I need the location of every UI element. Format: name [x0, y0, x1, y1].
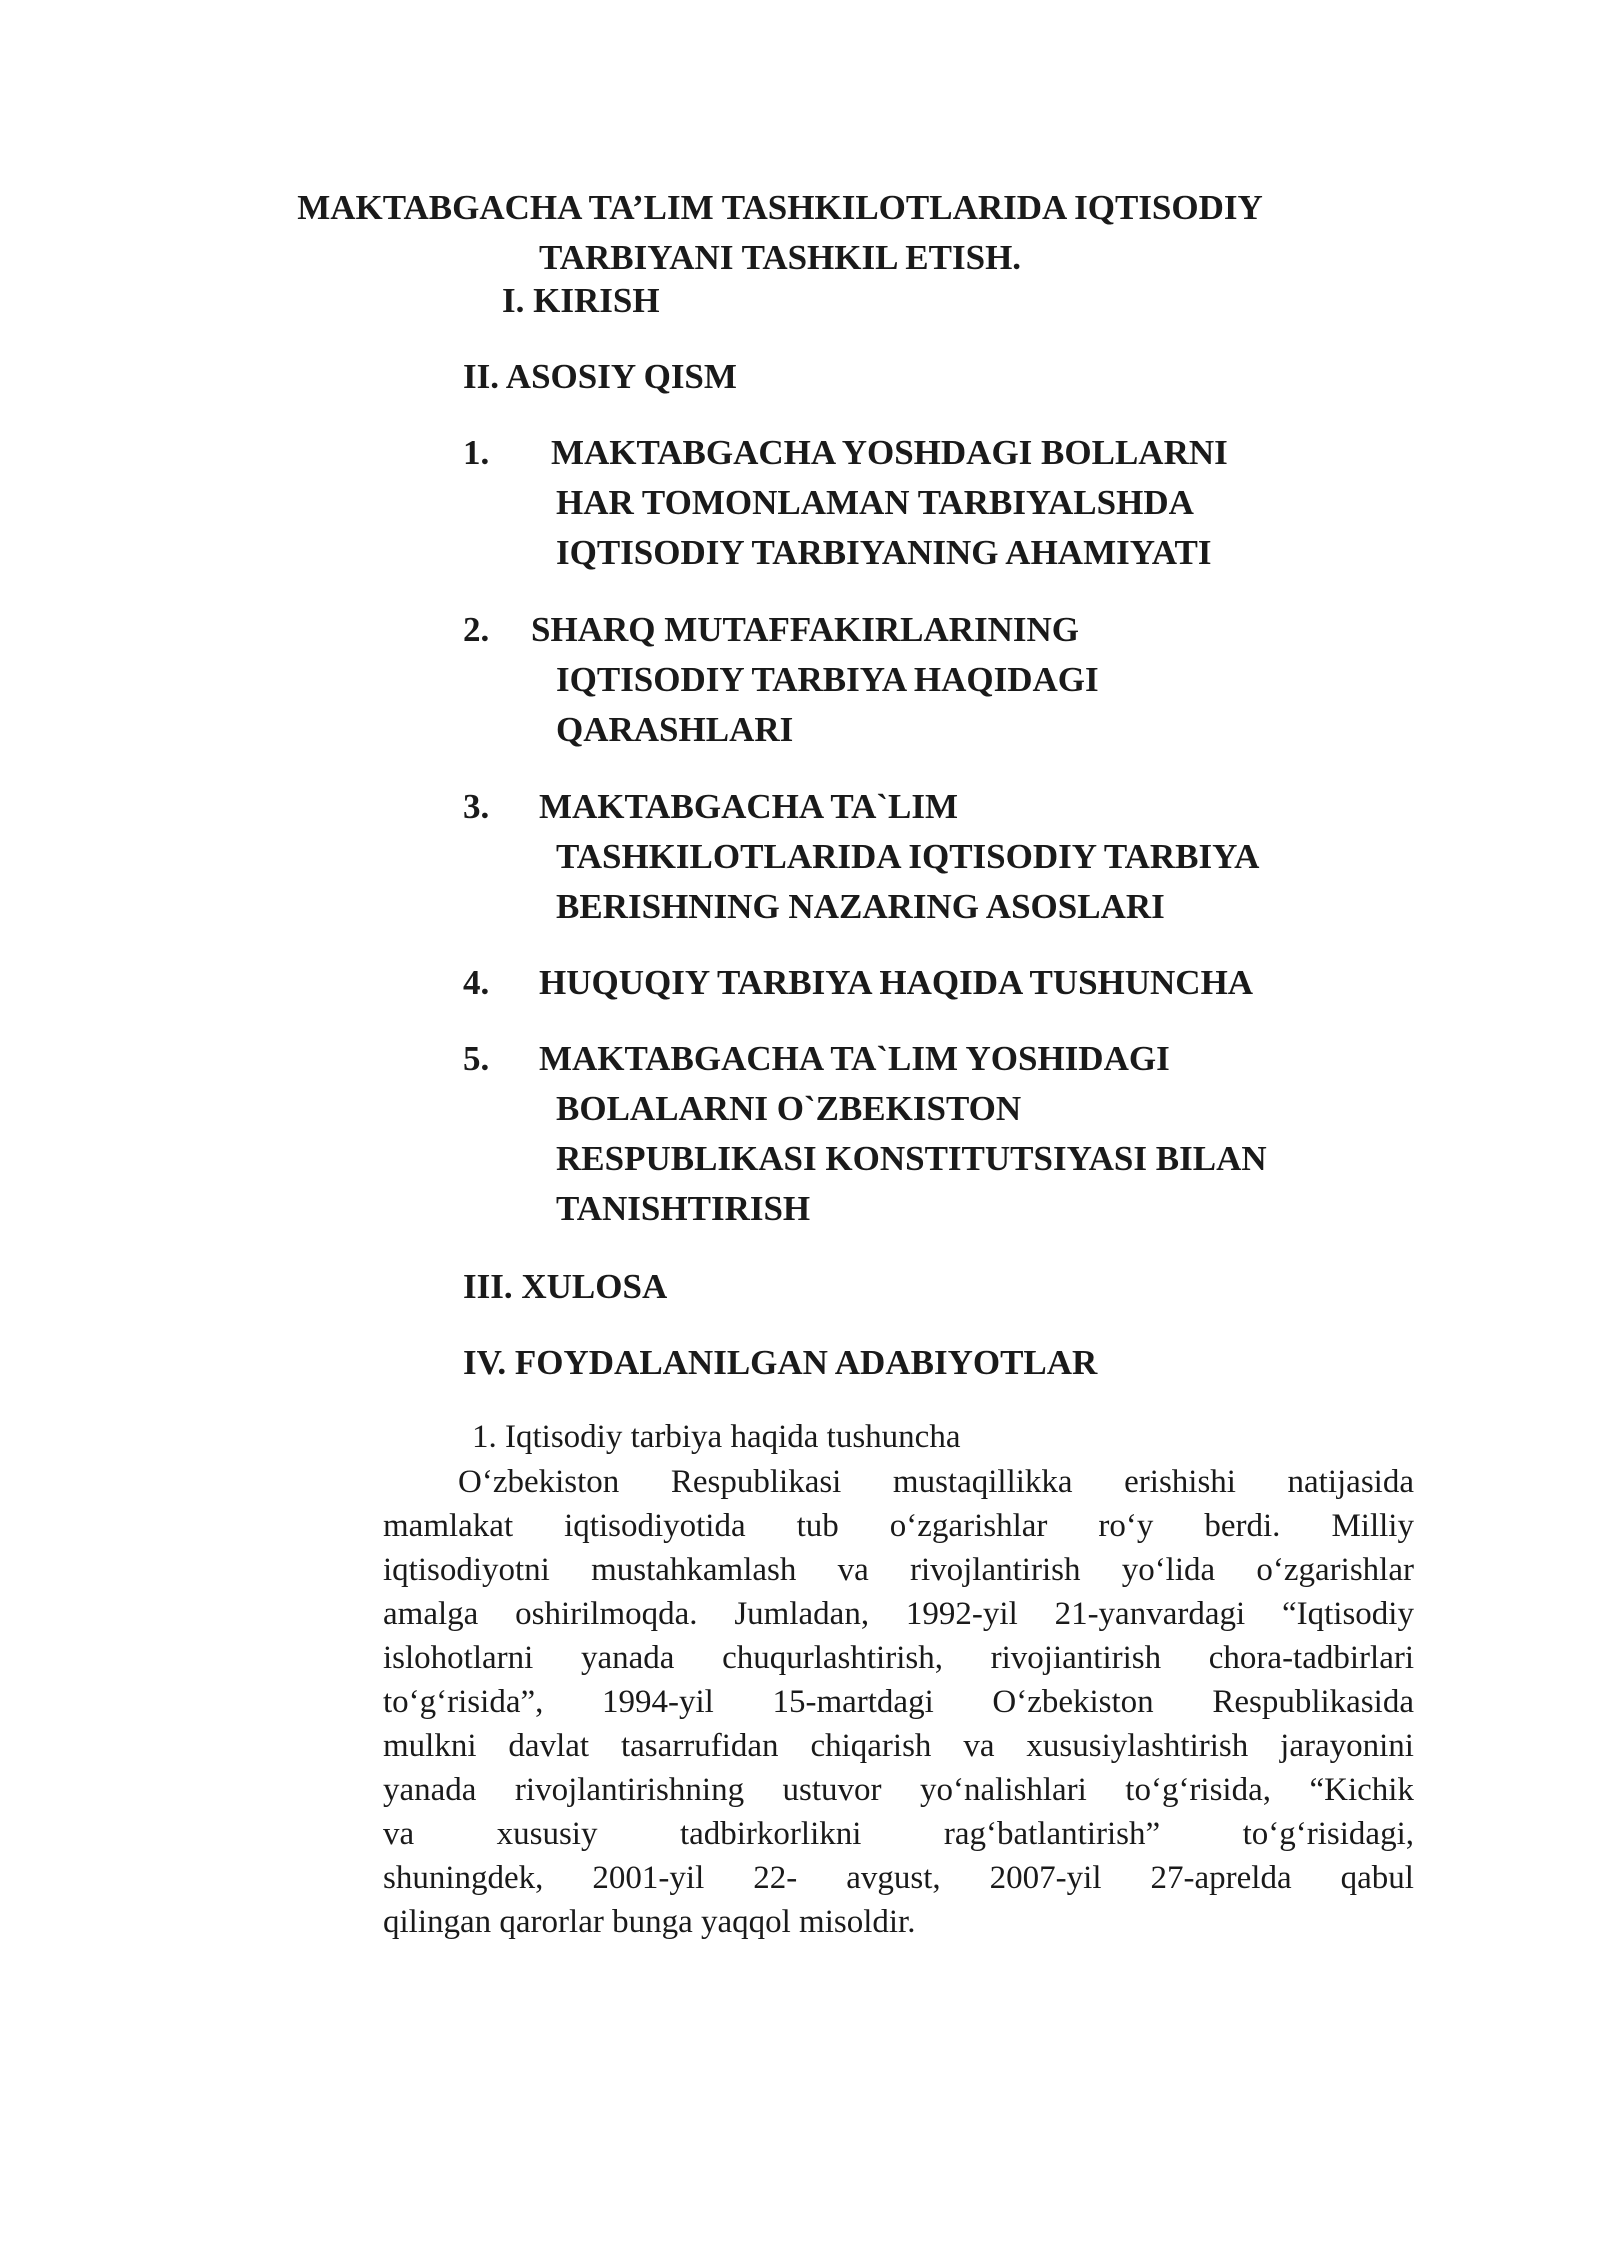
- contents-item-line: BERISHNING NAZARING ASOSLARI: [556, 887, 1165, 926]
- section-main: II. ASOSIY QISM: [463, 357, 737, 396]
- contents-item-line: BOLALARNI O`ZBEKISTON: [556, 1089, 1022, 1128]
- contents-item-number: 1.: [463, 433, 490, 472]
- contents-item-number: 5.: [463, 1039, 490, 1078]
- contents-item-line: IQTISODIY TARBIYA HAQIDAGI: [556, 660, 1099, 699]
- paragraph-line: O‘zbekiston Respublikasi mustaqillikka erishishi natijasida: [458, 1464, 1414, 1500]
- paragraph-line: islohotlarni yanada chuqurlashtirish, rivojiantirish chora-tadbirlari: [383, 1640, 1414, 1676]
- paragraph-line: va xususiy tadbirkorlikni rag‘batlantirish” to‘g‘risidagi,: [383, 1816, 1414, 1852]
- paragraph-line: shuningdek, 2001-yil 22- avgust, 2007-yil 27-aprelda qabul: [383, 1860, 1414, 1896]
- contents-item-line: SHARQ MUTAFFAKIRLARINING: [531, 610, 1080, 649]
- paragraph-line: mamlakat iqtisodiyotida tub o‘zgarishlar ro‘y berdi. Milliy: [383, 1508, 1414, 1544]
- contents-item-line: QARASHLARI: [556, 710, 794, 749]
- section-intro: I. KIRISH: [502, 281, 660, 320]
- paragraph-line: to‘g‘risida”, 1994-yil 15-martdagi O‘zbekiston Respublikasida: [383, 1684, 1414, 1720]
- subheading: 1. Iqtisodiy tarbiya haqida tushuncha: [472, 1419, 961, 1455]
- contents-item-line: HAR TOMONLAMAN TARBIYALSHDA: [556, 483, 1194, 522]
- document-title-line-1: MAKTABGACHA TA’LIM TASHKILOTLARIDA IQTISODIY: [297, 188, 1263, 227]
- paragraph-line: iqtisodiyotni mustahkamlash va rivojlantirish yo‘lida o‘zgarishlar: [383, 1552, 1414, 1588]
- contents-item-number: 3.: [463, 787, 490, 826]
- contents-item-line: MAKTABGACHA YOSHDAGI BOLLARNI: [551, 433, 1228, 472]
- document-title-line-2: TARBIYANI TASHKIL ETISH.: [538, 238, 1022, 277]
- section-references: IV. FOYDALANILGAN ADABIYOTLAR: [463, 1343, 1098, 1382]
- section-conclusion: III. XULOSA: [463, 1267, 668, 1306]
- contents-item-line: MAKTABGACHA TA`LIM YOSHIDAGI: [539, 1039, 1170, 1078]
- contents-item-line: HUQUQIY TARBIYA HAQIDA TUSHUNCHA: [539, 963, 1254, 1002]
- contents-item-line: TANISHTIRISH: [556, 1189, 811, 1228]
- contents-item-line: RESPUBLIKASI KONSTITUTSIYASI BILAN: [556, 1139, 1267, 1178]
- contents-item-number: 2.: [463, 610, 490, 649]
- contents-item-number: 4.: [463, 963, 490, 1002]
- paragraph-line: mulkni davlat tasarrufidan chiqarish va xususiylashtirish jarayonini: [383, 1728, 1414, 1764]
- contents-item-line: IQTISODIY TARBIYANING AHAMIYATI: [556, 533, 1212, 572]
- contents-item-line: MAKTABGACHA TA`LIM: [539, 787, 959, 826]
- paragraph-line: amalga oshirilmoqda. Jumladan, 1992-yil 21-yanvardagi “Iqtisodiy: [383, 1596, 1414, 1632]
- paragraph-line: qilingan qarorlar bunga yaqqol misoldir.: [383, 1904, 916, 1940]
- paragraph-line: yanada rivojlantirishning ustuvor yo‘nalishlari to‘g‘risida, “Kichik: [383, 1772, 1414, 1808]
- contents-item-line: TASHKILOTLARIDA IQTISODIY TARBIYA: [556, 837, 1260, 876]
